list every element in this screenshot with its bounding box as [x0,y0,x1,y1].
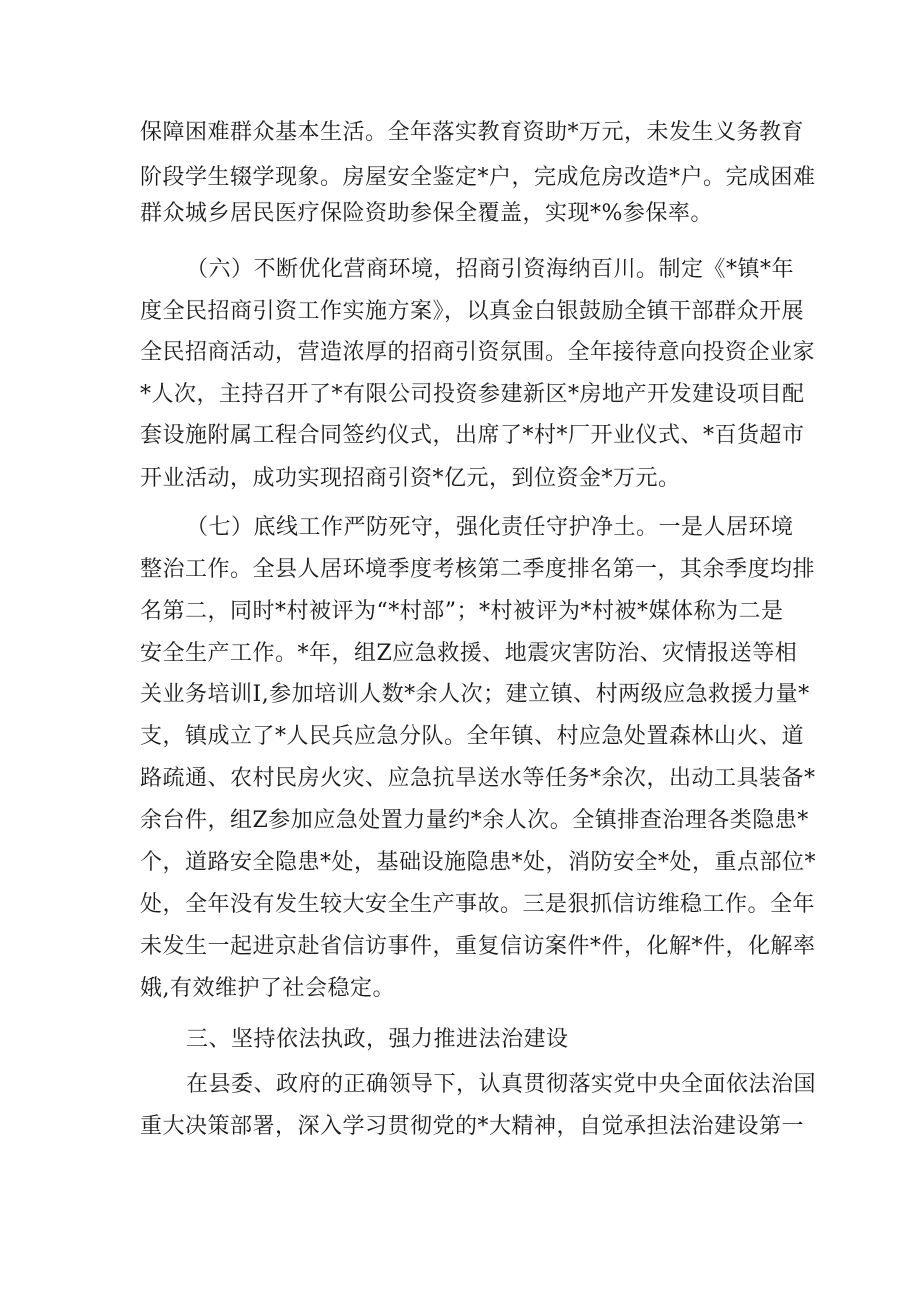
text-line: 全民招商活动，营造浓厚的招商引资氛围。全年接待意向投资企业家 [140,340,816,365]
text-line: 开业活动，成功实现招商引资*亿元，到位资金*万元。 [140,466,681,491]
text-line: 关业务培训I,参加培训人数*余人次；建立镇、村两级应急救援力量* [140,682,810,707]
text-line: *人次，主持召开了*有限公司投资参建新区*房地产开发建设项目配 [140,382,805,407]
text-line: 处，全年没有发生较大安全生产事故。三是狠抓信访维稳工作。全年 [140,892,816,917]
section-heading-7: （七）底线工作严防死守，强化责任守护净土。一是人居环境 [186,515,794,540]
text-line: 阶段学生辍学现象。房屋安全鉴定*户，完成危房改造*户。完成困难 [140,165,816,190]
text-line: 名第二，同时*村被评为“*村部”；*村被评为*村被*媒体称为二是 [140,599,784,624]
text-line: 群众城乡居民医疗保险资助参保全覆盖，实现*%参保率。 [140,201,713,226]
text-line: 支，镇成立了*人民兵应急分队。全年镇、村应急处置森林山火、道 [140,724,805,749]
text-line: 安全生产工作。*年，组Z应急救援、地震灾害防治、灾情报送等相 [140,641,798,666]
text-line: 路疏通、农村民房火灾、应急抗旱送水等任务*余次，出动工具装备* [140,766,816,791]
text-line: 度全民招商引资工作实施方案》，以真金白银鼓励全镇干部群众开展 [140,299,805,324]
section-heading-6: （六）不断优化营商环境，招商引资海纳百川。制定《*镇*年 [186,257,795,282]
text-line: 在县委、政府的正确领导下，认真贯彻落实党中央全面依法治国 [186,1072,817,1097]
text-line: 未发生一起进京赴省信访事件，重复信访案件*件，化解*件，化解率 [140,934,816,959]
text-line: 余台件，组Z参加应急处置力量约*余人次。全镇排查治理各类隐患* [140,808,809,833]
text-line: 整治工作。全县人居环境季度考核第二季度排名第一，其余季度均排 [140,557,816,582]
text-line: 重大决策部署，深入学习贯彻党的*大精神，自觉承担法治建设第一 [140,1114,805,1139]
section-heading-3: 三、坚持依法执政，强力推进法治建设 [186,1027,569,1052]
text-line: 个，道路安全隐患*处，基础设施隐患*处，消防安全*处，重点部位* [140,850,817,875]
text-line: 保障困难群众基本生活。全年落实教育资助*万元，未发生义务教育 [140,120,805,145]
text-line: 娥,有效维护了社会稳定。 [140,976,395,1001]
text-line: 套设施附属工程合同签约仪式，出席了*村*厂开业仪式、*百货超市 [140,423,805,448]
